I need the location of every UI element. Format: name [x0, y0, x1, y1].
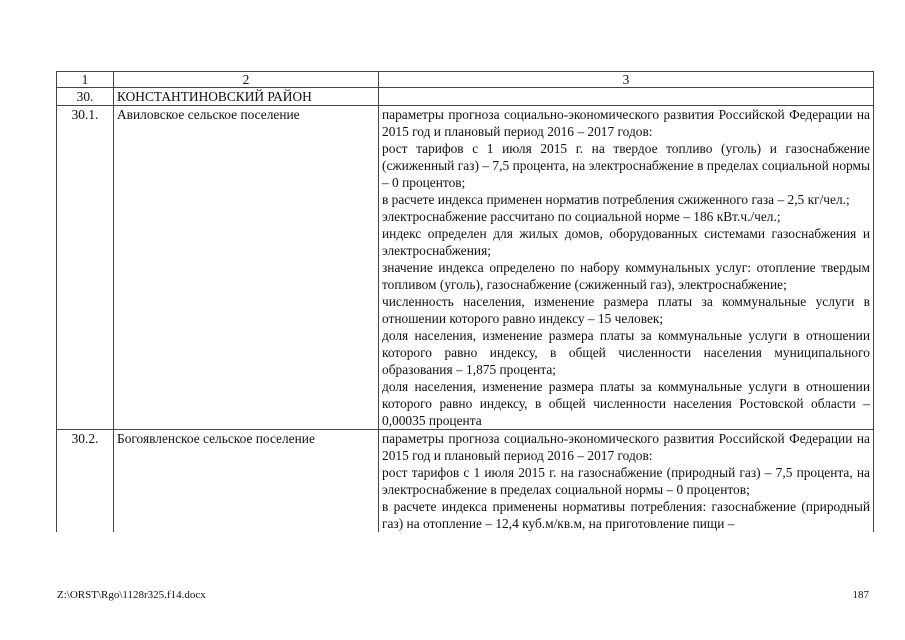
parameter-paragraph: электроснабжение рассчитано по социальной норме – 186 кВт.ч./чел.;: [382, 209, 781, 224]
parameter-paragraph: параметры прогноза социально-экономического развития Российской Федерации на 2015 год и плановый период 2016 – 2017 годов:: [382, 431, 870, 463]
document-table: [56, 71, 874, 532]
settlement-name: Авиловское сельское поселение: [114, 106, 379, 430]
header-cell-2: 2: [114, 72, 379, 88]
parameter-paragraph: в расчете индекса применены нормативы потребления: газоснабжение (природный газ) на отопление – 12,4 куб.м/кв.м, на приготовление пищи –: [382, 499, 870, 531]
section-row: [57, 88, 874, 106]
parameter-paragraph: в расчете индекса применен норматив потребления сжиженного газа – 2,5 кг/чел.;: [382, 192, 850, 207]
footer-file-path: Z:\ORST\Rgo\1128r325.f14.docx: [57, 589, 206, 601]
parameter-paragraph: рост тарифов с 1 июля 2015 г. на газоснабжение (природный газ) – 7,5 процента, на электроснабжение в пределах социальной нормы – 0 процентов;: [382, 465, 870, 497]
section-number: 30.: [57, 88, 114, 106]
parameter-paragraph: параметры прогноза социально-экономического развития Российской Федерации на 2015 год и плановый период 2016 – 2017 годов:: [382, 107, 870, 139]
header-row: [57, 72, 874, 88]
parameter-paragraph: значение индекса определено по набору коммунальных услуг: отопление твердым топливом (уголь), газоснабжение (сжиженный газ), электроснабжение;: [382, 260, 870, 292]
table-row: [57, 106, 874, 430]
section-empty-cell: [379, 88, 874, 106]
table-row: [57, 430, 874, 533]
parameter-paragraph: индекс определен для жилых домов, оборудованных системами газоснабжения и электроснабжения;: [382, 226, 870, 258]
row-number: 30.2.: [57, 430, 114, 533]
row-number: 30.1.: [57, 106, 114, 430]
parameter-paragraph: доля населения, изменение размера платы за коммунальные услуги в отношении которого равно индексу, в общей численности населения Ростовской области – 0,00035 процента: [382, 379, 870, 428]
section-name: КОНСТАНТИНОВСКИЙ РАЙОН: [114, 88, 379, 106]
header-cell-1: 1: [57, 72, 114, 88]
footer-page-number: 187: [852, 589, 869, 601]
parameter-paragraph: доля населения, изменение размера платы за коммунальные услуги в отношении которого равно индексу, в общей численности населения муниципального образования – 1,875 процента;: [382, 328, 870, 377]
parameter-paragraph: численность населения, изменение размера платы за коммунальные услуги в отношении которого равно индексу – 15 человек;: [382, 294, 870, 326]
header-cell-3: 3: [379, 72, 874, 88]
parameters-cell: [379, 430, 874, 533]
parameter-paragraph: рост тарифов с 1 июля 2015 г. на твердое топливо (уголь) и газоснабжение (сжиженный газ) – 7,5 процента, на электроснабжение в пределах социальной нормы – 0 процентов;: [382, 141, 870, 190]
settlement-name: Богоявленское сельское поселение: [114, 430, 379, 533]
parameters-cell: [379, 106, 874, 430]
